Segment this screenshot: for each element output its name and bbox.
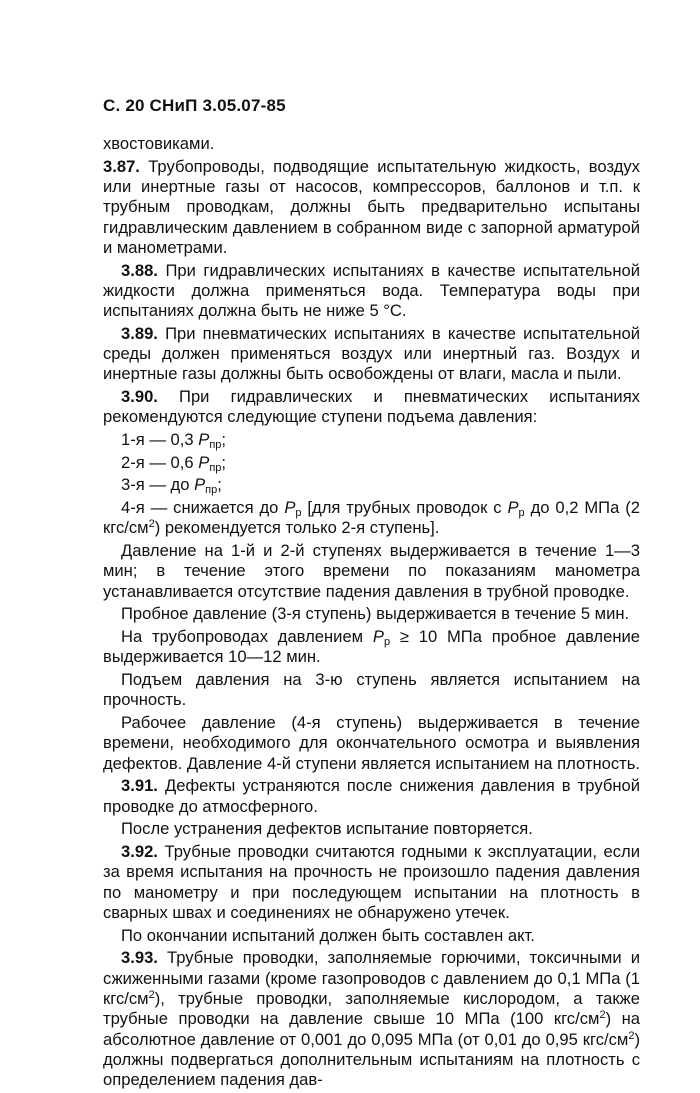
step-text: ) рекомендуется только 2-я ступень]. xyxy=(154,518,440,538)
superscript: 2 xyxy=(628,1029,635,1042)
paragraph-repeat: После устранения дефектов испытание повторяется. xyxy=(121,819,533,839)
pressure-symbol: P xyxy=(198,430,210,450)
subscript: пр xyxy=(209,439,222,452)
pressure-symbol: P xyxy=(198,452,210,472)
paragraph-pipelines xyxy=(103,627,640,668)
section-text: Трубопроводы, подводящие испытательную жидкость, воздух или инертные газы от насосов, компрессоров, баллонов и т.п. к трубным проводкам, должны быть предварительно испытаны гидравлическим давлением в собранном виде с запорной арматурой и манометрами. xyxy=(103,156,640,257)
paragraph-hold-1-2: Давление на 1-й и 2-й ступенях выдерживается в течение 1—3 мин; в течение этого времени по показаниям манометра устанавливается отсутствие падения давления в трубной проводке. xyxy=(103,541,640,601)
section-text: При гидравлических испытаниях в качестве испытательной жидкости должна применяться вода. Температура воды при испытаниях должна быть не ниже 5 °С. xyxy=(103,260,640,321)
subscript: пр xyxy=(209,461,222,474)
step-text: 4-я — снижается до xyxy=(121,498,285,518)
section-text: Трубные проводки, заполняемые горючими, токсичными и сжиженными газами (кроме газопроводов с давлением до 0,1 МПа (1 кгс/см xyxy=(103,948,640,1008)
subscript: р xyxy=(295,507,302,520)
section-3-93 xyxy=(103,948,640,1090)
section-text: ) должны подвергаться дополнительным испытаниям на плотность с определением падения дав- xyxy=(103,1029,640,1090)
superscript: 2 xyxy=(148,518,155,531)
section-3-92 xyxy=(103,842,640,923)
section-number: 3.92. xyxy=(121,842,158,862)
step-4 xyxy=(103,498,640,539)
step-2 xyxy=(103,453,640,473)
punct: ; xyxy=(221,430,227,450)
pressure-symbol: P xyxy=(507,498,519,518)
pressure-symbol: P xyxy=(284,498,296,518)
punct: ; xyxy=(221,452,227,472)
subscript: пр xyxy=(205,484,218,497)
step-text: 1-я — 0,3 xyxy=(121,430,199,450)
subscript: р xyxy=(518,507,525,520)
section-3-88 xyxy=(103,261,640,322)
section-number: 3.91. xyxy=(121,776,158,796)
paragraph-strength: Подъем давления на 3-ю ступень является испытанием на прочность. xyxy=(103,670,640,710)
step-text: [для трубных проводок с xyxy=(301,498,508,518)
superscript: 2 xyxy=(599,1009,606,1022)
paragraph-hold-3: Пробное давление (3-я ступень) выдерживается в течение 5 мин. xyxy=(121,604,630,624)
section-text: ), трубные проводки, заполняемые кислородом, а также трубные проводки на давление свыше 10 МПа (100 кгс/см xyxy=(103,988,640,1029)
text: На трубопроводах давлением xyxy=(121,627,373,647)
document-body xyxy=(103,134,640,1093)
section-text: При пневматических испытаниях в качестве испытательной среды должен применяться воздух или инертный газ. Воздух и инертные газы должны быть освобождены от влаги, масла и пыли. xyxy=(103,323,640,384)
superscript: 2 xyxy=(148,988,155,1001)
step-text: до 0,2 МПа (2 кгс/см xyxy=(103,498,641,538)
punct: ; xyxy=(217,475,222,495)
pressure-symbol: P xyxy=(372,627,384,647)
text: ≥ 10 МПа пробное давление выдерживается 10—12 мин. xyxy=(103,627,640,667)
page-header: С. 20 СНиП 3.05.07-85 xyxy=(103,96,286,115)
section-3-90 xyxy=(103,387,640,428)
step-text: 2-я — 0,6 xyxy=(121,452,199,472)
section-3-91 xyxy=(103,776,640,817)
section-number: 3.87. xyxy=(103,156,140,176)
section-number: 3.88. xyxy=(121,260,158,280)
pressure-symbol: P xyxy=(194,475,206,495)
section-number: 3.89. xyxy=(121,323,158,343)
section-text: ) на абсолютное давление от 0,001 до 0,095 МПа (от 0,01 до 0,95 кгс/см xyxy=(103,1009,641,1049)
section-number: 3.90. xyxy=(121,387,158,407)
section-number: 3.93. xyxy=(121,948,158,968)
paragraph-continuation: хвостовиками. xyxy=(103,134,215,153)
section-3-87 xyxy=(103,157,640,258)
paragraph-working-pressure: Рабочее давление (4-я ступень) выдерживается в течение времени, необходимого для окончательного осмотра и выявления дефектов. Давление 4-й ступени является испытанием на плотность. xyxy=(103,713,641,773)
paragraph-act: По окончании испытаний должен быть составлен акт. xyxy=(121,925,535,945)
section-text: При гидравлических и пневматических испытаниях рекомендуются следующие ступени подъема давления: xyxy=(103,387,640,427)
step-1 xyxy=(103,430,640,450)
section-text: Трубные проводки считаются годными к эксплуатации, если за время испытания на прочность не произошло падения давления по манометру и при последующем испытании на плотность в сварных швах и соединениях не обнаружено утечек. xyxy=(103,842,640,922)
step-text: 3-я — до xyxy=(121,475,195,495)
section-3-89 xyxy=(103,324,640,385)
step-3 xyxy=(103,475,640,495)
subscript: р xyxy=(383,636,391,649)
section-text: Дефекты устраняются после снижения давления в трубной проводке до атмосферного. xyxy=(103,776,640,816)
